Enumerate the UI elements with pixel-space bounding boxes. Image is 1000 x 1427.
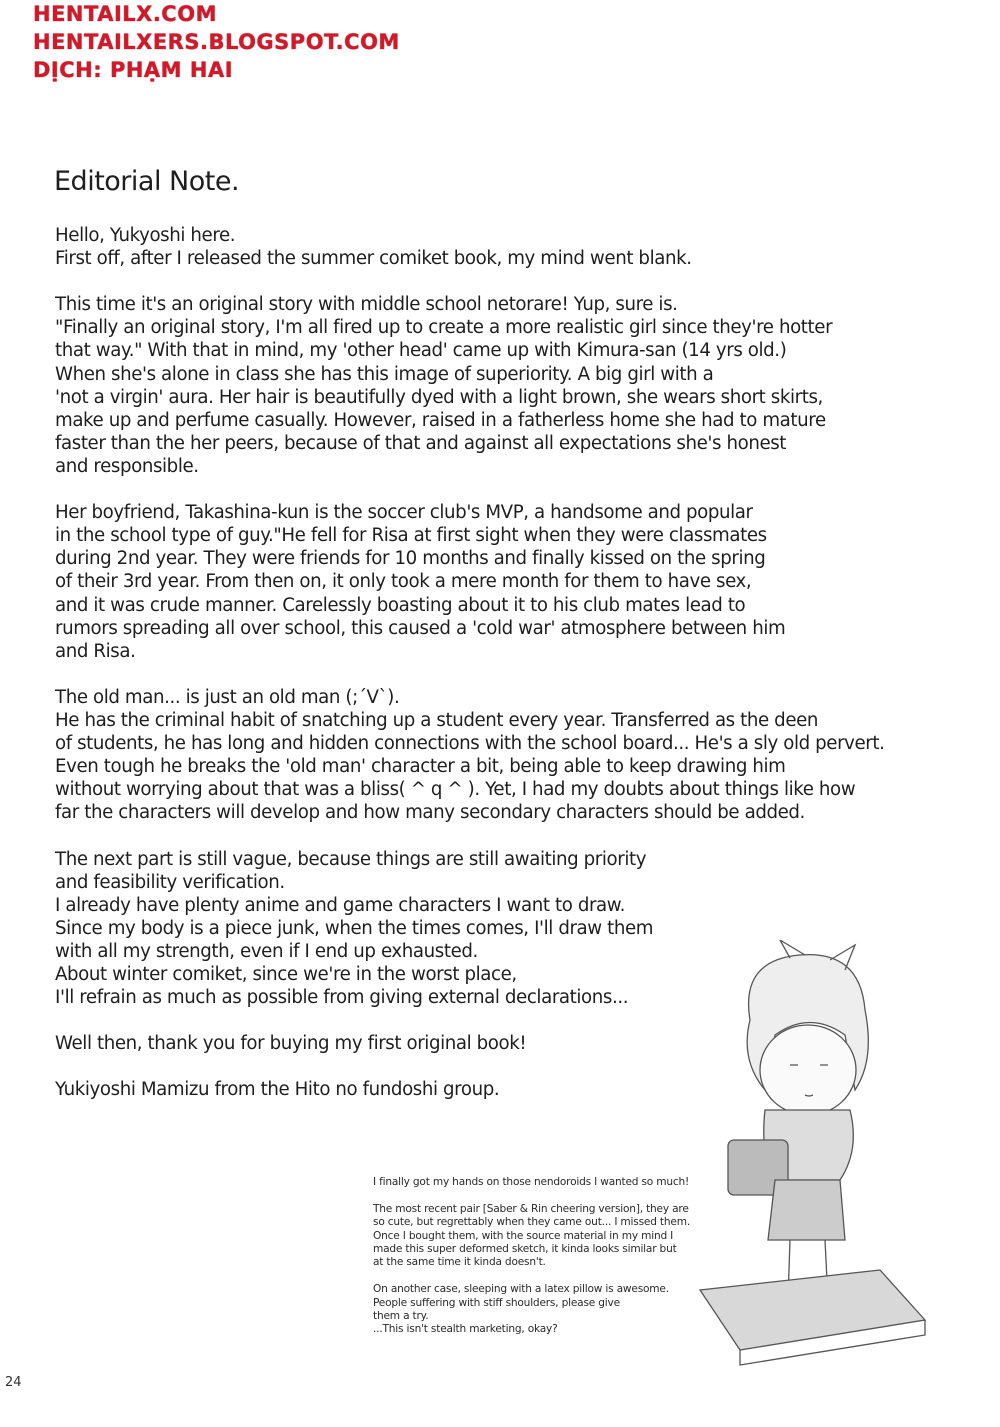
text-line: The most recent pair [Saber & Rin cheering version], they are bbox=[373, 1202, 689, 1215]
text-line: I finally got my hands on those nendoroids I wanted so much! bbox=[373, 1176, 690, 1188]
text-line: and it was crude manner. Carelessly boasting about it to his club mates lead to bbox=[55, 594, 746, 616]
text-line: faster than the her peers, because of that and against all expectations she's honest bbox=[55, 432, 787, 454]
side-note bbox=[373, 1176, 690, 1350]
text-line: Yukiyoshi Mamizu from the Hito no fundoshi group. bbox=[55, 1079, 500, 1101]
text-line: Once I bought them, with the source material in my mind I bbox=[373, 1229, 674, 1242]
text-line: On another case, sleeping with a latex pillow is awesome. bbox=[373, 1283, 669, 1296]
text-line: in the school type of guy."He fell for Risa at first sight when they were classmates bbox=[55, 525, 767, 547]
text-line: made this super deformed sketch, it kinda looks similar but bbox=[373, 1243, 677, 1256]
paragraph bbox=[55, 501, 885, 663]
text-line: without worrying about that was a bliss( ^ q ^ ). Yet, I had my doubts about things like how bbox=[55, 779, 856, 801]
text-line: This time it's an original story with middle school netorare! Yup, sure is. bbox=[55, 294, 678, 316]
text-line: that way." With that in mind, my 'other head' came up with Kimura-san (14 yrs old.) bbox=[55, 340, 787, 362]
paragraph bbox=[55, 686, 885, 825]
text-line: and responsible. bbox=[55, 455, 199, 477]
text-line: People suffering with stiff shoulders, please give bbox=[373, 1296, 620, 1309]
text-line: First off, after I released the summer comiket book, my mind went blank. bbox=[55, 248, 692, 270]
paragraph bbox=[373, 1203, 690, 1270]
text-line: The old man... is just an old man (;´V`). bbox=[55, 686, 400, 708]
text-line: Even tough he breaks the 'old man' character a bit, being able to keep drawing him bbox=[55, 756, 786, 778]
text-line: with all my strength, even if I end up exhausted. bbox=[55, 940, 478, 962]
text-line: The next part is still vague, because things are still awaiting priority bbox=[55, 848, 647, 870]
text-line: and feasibility verification. bbox=[55, 871, 285, 893]
scanlation-credits bbox=[33, 0, 400, 84]
text-line: 'not a virgin' aura. Her hair is beautifully dyed with a light brown, she wears short skirts, bbox=[55, 386, 823, 408]
text-line: far the characters will develop and how many secondary characters should be added. bbox=[55, 802, 805, 824]
text-line: during 2nd year. They were friends for 10 months and finally kissed on the spring bbox=[55, 548, 766, 570]
text-line: I'll refrain as much as possible from giving external declarations... bbox=[55, 987, 629, 1009]
text-line: at the same time it kinda doesn't. bbox=[373, 1256, 546, 1269]
credit-line: HENTAILXERS.BLOGSPOT.COM bbox=[33, 30, 400, 54]
text-line: When she's alone in class she has this image of superiority. A big girl with a bbox=[55, 363, 714, 385]
text-line: of students, he has long and hidden connections with the school board... He's a sly old pervert. bbox=[55, 733, 885, 755]
text-line: Her boyfriend, Takashina-kun is the soccer club's MVP, a handsome and popular bbox=[55, 502, 753, 524]
page-title: Editorial Note. bbox=[54, 166, 240, 197]
text-line: of their 3rd year. From then on, it only took a mere month for them to have sex, bbox=[55, 571, 752, 593]
text-line: them a try. bbox=[373, 1310, 429, 1323]
paragraph bbox=[373, 1283, 690, 1337]
text-line: Hello, Yukyoshi here. bbox=[55, 225, 236, 246]
text-line: I already have plenty anime and game characters I want to draw. bbox=[55, 894, 625, 916]
text-line: "Finally an original story, I'm all fired up to create a more realistic girl since they're hotter bbox=[55, 317, 833, 339]
text-line: and Risa. bbox=[55, 640, 136, 662]
paragraph bbox=[55, 293, 885, 478]
text-line: ...This isn't stealth marketing, okay? bbox=[373, 1323, 558, 1336]
text-line: so cute, but regrettably when they came out... I missed them. bbox=[373, 1216, 690, 1229]
text-line: make up and perfume casually. However, raised in a fatherless home she had to mature bbox=[55, 409, 826, 431]
text-line: About winter comiket, since we're in the worst place, bbox=[55, 964, 517, 985]
paragraph bbox=[55, 224, 885, 270]
credit-line: DỊCH: PHẠM HAI bbox=[33, 58, 234, 82]
page-number: 24 bbox=[5, 1375, 22, 1390]
text-line: Since my body is a piece junk, when the times comes, I'll draw them bbox=[55, 917, 654, 939]
text-line: He has the criminal habit of snatching up a student every year. Transferred as the deen bbox=[55, 709, 819, 731]
text-line: Well then, thank you for buying my first original book! bbox=[55, 1033, 527, 1055]
credit-line: HENTAILX.COM bbox=[33, 2, 217, 26]
text-line: rumors spreading all over school, this caused a 'cold war' atmosphere between him bbox=[55, 617, 786, 639]
paragraph bbox=[373, 1176, 690, 1189]
chibi-sketch-illustration bbox=[680, 940, 940, 1370]
